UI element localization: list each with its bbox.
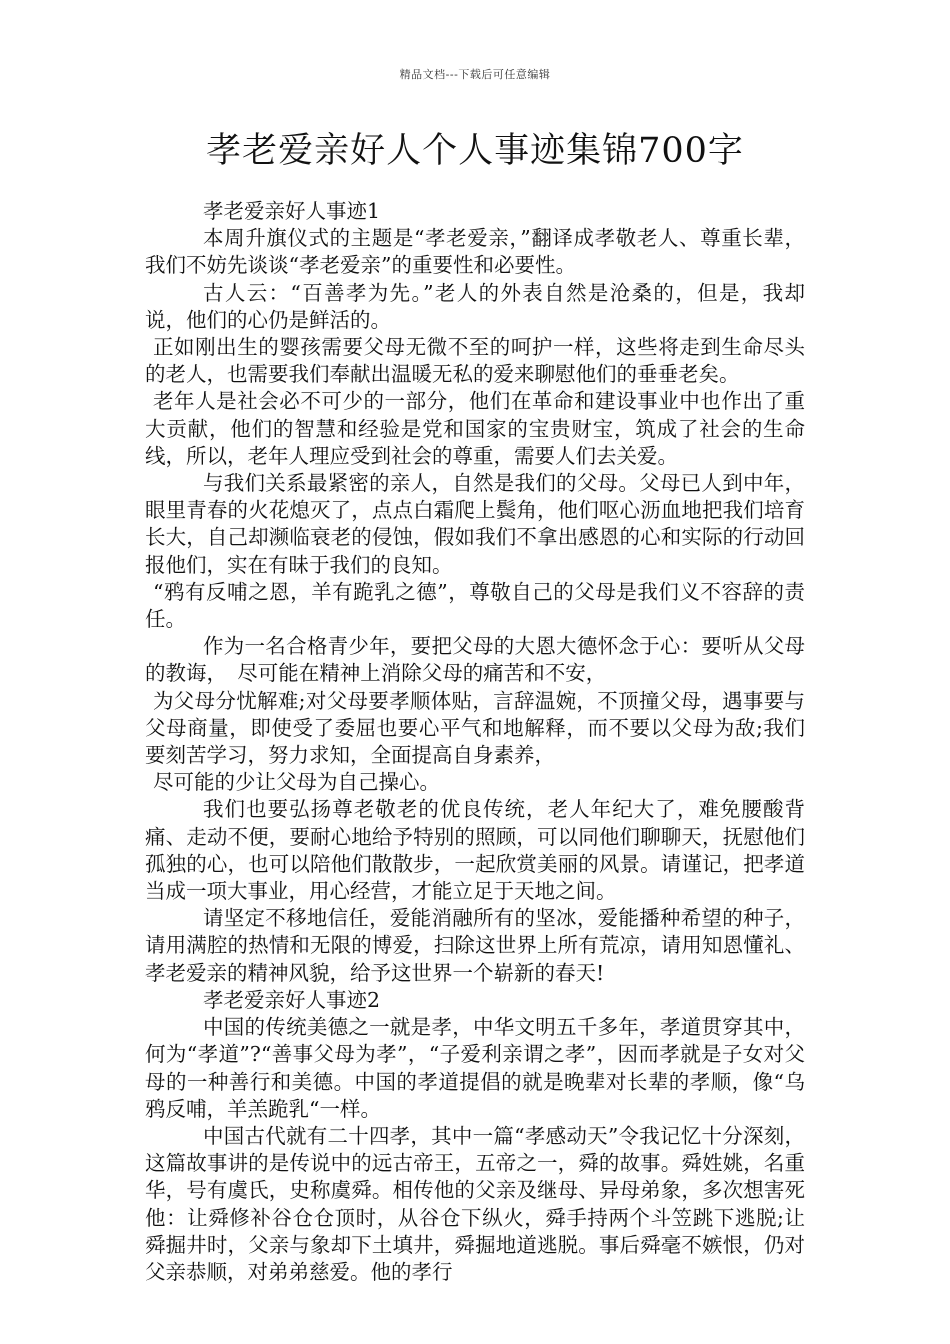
section-heading-1: 孝老爱亲好人事迹1 — [203, 199, 381, 223]
paragraph: 与我们关系最紧密的亲人，自然是我们的父母。父母已人到中年，眼里青春的火花熄灭了，点点白霜爬上鬓角，他们呕心沥血地把我们培育长大，自己却濒临衰老的侵蚀，假如我们不拿出感恩的心和实际的行动回报他们，实在有昧于我们的良知。 — [145, 471, 805, 577]
paragraph: 作为一名合格青少年，要把父母的大恩大德怀念于心：要听从父母的教诲， 尽可能在精神上消除父母的痛苦和不安， — [145, 634, 805, 686]
paragraph: 请坚定不移地信任，爱能消融所有的坚冰，爱能播种希望的种子，请用满腔的热情和无限的博爱，扫除这世界上所有荒凉，请用知恩懂礼、孝老爱亲的精神风貌，给予这世界一个崭新的春天! — [145, 906, 805, 985]
header-note: 精品文档---下载后可任意编辑 — [399, 68, 551, 81]
paragraph: 古人云：“百善孝为先。”老人的外表自然是沧桑的，但是，我却说，他们的心仍是鲜活的。 — [145, 280, 805, 332]
paragraph: 中国的传统美德之一就是孝，中华文明五千多年，孝道贯穿其中，何为“孝道”?“善事父母为孝”，“子爱利亲谓之孝”，因而孝就是子女对父母的一种善行和美德。中国的孝道提倡的就是晚辈对长辈的孝顺，像“乌鸦反哺，羊羔跪乳“一样。 — [145, 1015, 805, 1121]
paragraph: 中国古代就有二十四孝，其中一篇“孝感动天”令我记忆十分深刻，这篇故事讲的是传说中的远古帝王，五帝之一，舜的故事。舜姓姚，名重华，号有虞氏，史称虞舜。相传他的父亲及继母、异母弟象，多次想害死他：让舜修补谷仓仓顶时，从谷仓下纵火，舜手持两个斗笠跳下逃脱;让舜掘井时，父亲与象却下土填井，舜掘地道逃脱。事后舜毫不嫉恨，仍对父亲恭顺，对弟弟慈爱。他的孝行 — [145, 1123, 805, 1284]
paragraph: 老年人是社会必不可少的一部分，他们在革命和建设事业中也作出了重大贡献，他们的智慧和经验是党和国家的宝贵财宝，筑成了社会的生命线，所以，老年人理应受到社会的尊重，需要人们去关爱。 — [145, 389, 805, 468]
paragraph: “鸦有反哺之恩，羊有跪乳之德”，尊敬自己的父母是我们义不容辞的责任。 — [145, 579, 805, 632]
paragraph: 我们也要弘扬尊老敬老的优良传统，老人年纪大了，难免腰酸背痛、走动不便，要耐心地给予特别的照顾，可以同他们聊聊天，抚慰他们孤独的心，也可以陪他们散散步，一起欣赏美丽的风景。请谨记，把孝道当成一项大事业，用心经营，才能立足于天地之间。 — [145, 797, 805, 904]
paragraph: 本周升旗仪式的主题是“孝老爱亲，”翻译成孝敬老人、尊重长辈，我们不妨先谈谈“孝老爱亲”的重要性和必要性。 — [145, 226, 805, 278]
section-heading-2: 孝老爱亲好人事迹2 — [203, 987, 381, 1012]
document-body — [145, 198, 805, 1286]
paragraph: 正如刚出生的婴孩需要父母无微不至的呵护一样，这些将走到生命尽头的老人，也需要我们奉献出温暖无私的爱来聊慰他们的垂垂老矣。 — [145, 335, 805, 387]
paragraph: 为父母分忧解难;对父母要孝顺体贴，言辞温婉，不顶撞父母，遇事要与父母商量，即使受了委屈也要心平气和地解释，而不要以父母为敌;我们要刻苦学习，努力求知，全面提高自身素养， — [145, 688, 805, 768]
document-title: 孝老爱亲好人个人事迹集锦700字 — [206, 131, 744, 171]
paragraph: 尽可能的少让父母为自己操心。 — [153, 770, 440, 795]
